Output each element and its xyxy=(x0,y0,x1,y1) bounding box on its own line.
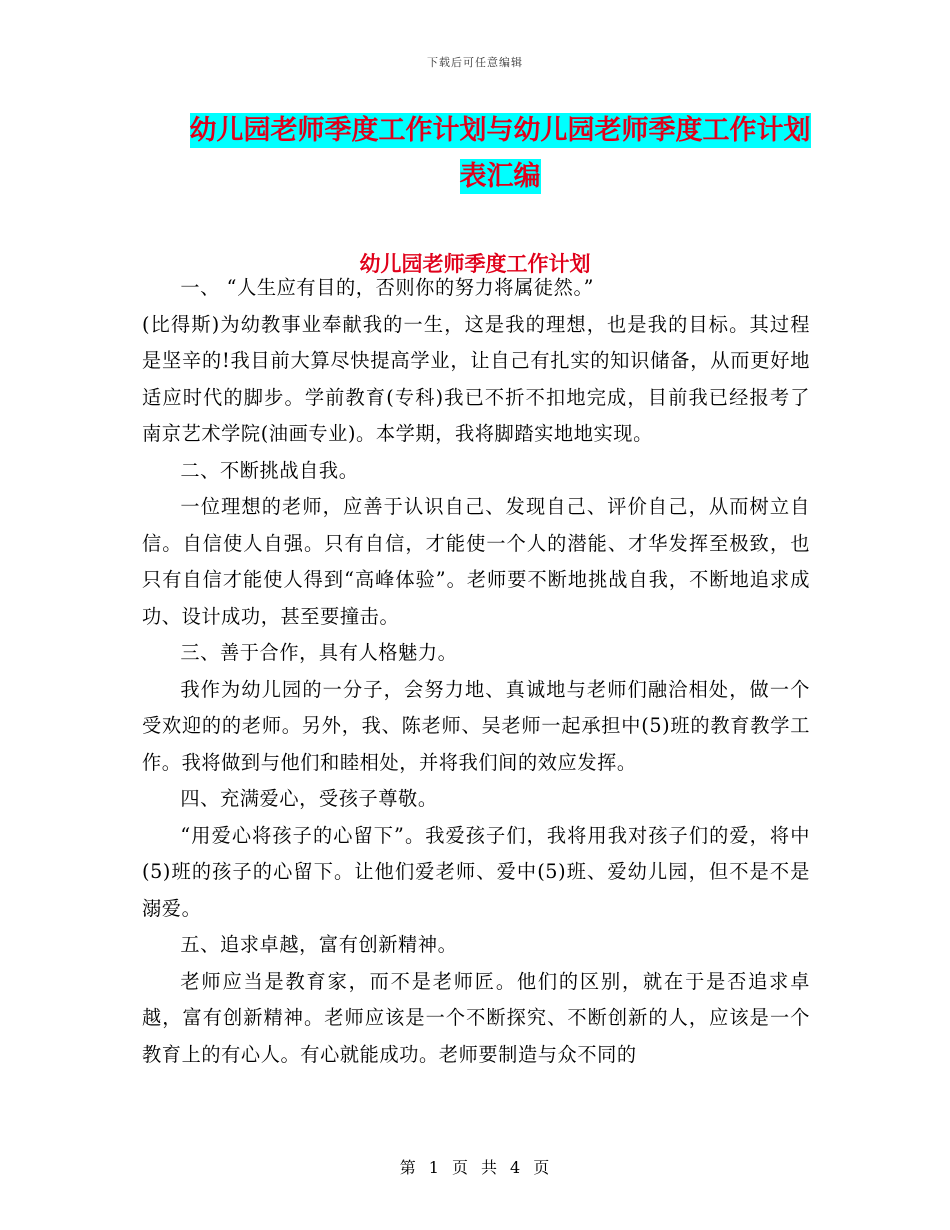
paragraph: 三、善于合作，具有人格魅力。 xyxy=(180,641,458,664)
document-title xyxy=(140,108,860,200)
paragraph: 二、不断挑战自我。 xyxy=(180,458,359,482)
footer-suffix: 页 xyxy=(533,1158,551,1177)
title-line-2: 表汇编 xyxy=(459,161,541,192)
title-line-1: 幼儿园老师季度工作计划与幼儿园老师季度工作计划 xyxy=(189,115,811,146)
header-note: 下载后可任意编辑 xyxy=(427,56,523,69)
footer-total-word: 共 xyxy=(481,1158,499,1177)
paragraph: 五、追求卓越，富有创新精神。 xyxy=(180,933,458,956)
paragraph: 老师应当是教育家，而不是老师匠。他们的区别，就在于是否追求卓越，富有创新精神。老师应该是一个不断探究、不断创新的人，应该是一个教育上的有心人。有心就能成功。老师要制造与众不同的 xyxy=(142,969,810,1066)
body-text xyxy=(142,270,810,1073)
footer-page-word: 页 xyxy=(451,1158,469,1177)
paragraph: “用爱心将孩子的心留下”。我爱孩子们，我将用我对孩子们的爱，将中(5)班的孩子的心留下。让他们爱老师、爱中(5)班、爱幼儿园，但不是不是溺爱。 xyxy=(142,823,810,920)
paragraph: (比得斯)为幼教事业奉献我的一生，这是我的理想，也是我的目标。其过程是坚辛的!我目前大算尽快提高学业，让自己有扎实的知识储备，从而更好地适应时代的脚步。学前教育(专科)我已不折不扣地完成，目前我已经报考了南京艺术学院(油画专业)。本学期，我将脚踏实地地实现。 xyxy=(142,312,810,445)
section-title: 幼儿园老师季度工作计划 xyxy=(359,252,591,276)
footer-prefix: 第 xyxy=(399,1158,417,1177)
footer-total-pages: 4 xyxy=(510,1158,522,1177)
paragraph: 一、 “人生应有目的，否则你的努力将属徒然。” xyxy=(180,276,595,299)
page-footer xyxy=(0,1155,950,1178)
paragraph: 一位理想的老师，应善于认识自己、发现自己、评价自己，从而树立自信。自信使人自强。只有自信，才能使一个人的潜能、才华发挥至极致，也只有自信才能使人得到“高峰体验”。老师要不断地挑战自我，不断地追求成功、设计成功，甚至要撞击。 xyxy=(142,495,810,628)
footer-page-number: 1 xyxy=(428,1158,440,1177)
paragraph: 四、充满爱心，受孩子尊敬。 xyxy=(180,787,438,810)
paragraph: 我作为幼儿园的一分子，会努力地、真诚地与老师们融洽相处，做一个受欢迎的的老师。另外，我、陈老师、吴老师一起承担中(5)班的教育教学工作。我将做到与他们和睦相处，并将我们间的效应发挥。 xyxy=(142,677,810,774)
